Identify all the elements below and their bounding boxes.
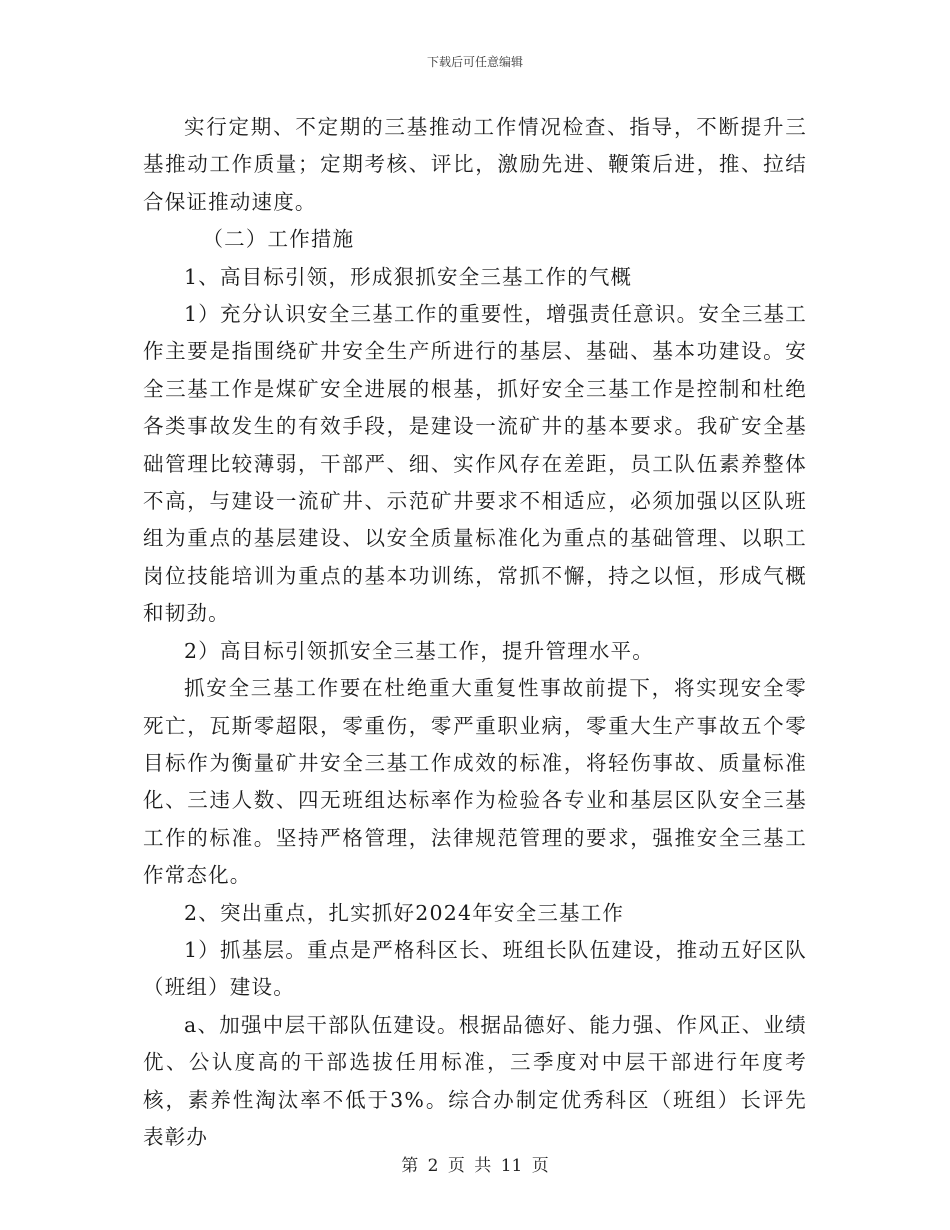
heading-improve-management: 2）高目标引领抓安全三基工作，提升管理水平。 (184, 638, 654, 663)
paragraph-middle-cadre: a、加强中层干部队伍建设。根据品德好、能力强、作风正、业绩优、公认度高的干部选拔任用标准，三季度对中层干部进行年度考核，素养性淘汰率不低于3%。综合办制定优秀科区（班组）长评先表彰办 (143, 1012, 807, 1149)
paragraph-grassroots: 1）抓基层。重点是严格科区长、班组长队伍建设，推动五好区队（班组）建设。 (143, 937, 807, 1000)
heading-high-goal-lead: 1、高目标引领，形成狠抓安全三基工作的气概 (184, 264, 633, 289)
document-body (143, 109, 807, 1156)
paragraph-inspection: 实行定期、不定期的三基推动工作情况检查、指导，不断提升三基推动工作质量；定期考核、评比，激励先进、鞭策后进，推、拉结合保证推动速度。 (143, 115, 807, 214)
page-header: 下载后可任意编辑 (426, 55, 523, 69)
page-number-footer: 第 2 页 共 11 页 (401, 1156, 549, 1176)
paragraph-importance-awareness: 1）充分认识安全三基工作的重要性，增强责任意识。安全三基工作主要是指围绕矿井安全生产所进行的基层、基础、基本功建设。安全三基工作是煤矿安全进展的根基，抓好安全三基工作是控制和杜绝各类事故发生的有效手段，是建设一流矿井的基本要求。我矿安全基础管理比较薄弱，干部严、细、实作风存在差距，员工队伍素养整体不高，与建设一流矿井、示范矿井要求不相适应，必须加强以区队班组为重点的基层建设、以安全质量标准化为重点的基础管理、以职工岗位技能培训为重点的基本功训练，常抓不懈，持之以恒，形成气概和韧劲。 (143, 302, 807, 626)
paragraph-five-zero-goals: 抓安全三基工作要在杜绝重大重复性事故前提下，将实现安全零死亡，瓦斯零超限，零重伤，零严重职业病，零重大生产事故五个零目标作为衡量矿井安全三基工作成效的标准，将轻伤事故、质量标准化、三违人数、四无班组达标率作为检验各专业和基层区队安全三基工作的标准。坚持严格管理，法律规范管理的要求，强推安全三基工作常态化。 (143, 676, 807, 888)
section-heading-work-measures: （二）工作措施 (202, 227, 355, 252)
heading-focus-2024: 2、突出重点，扎实抓好2024年安全三基工作 (184, 900, 625, 925)
